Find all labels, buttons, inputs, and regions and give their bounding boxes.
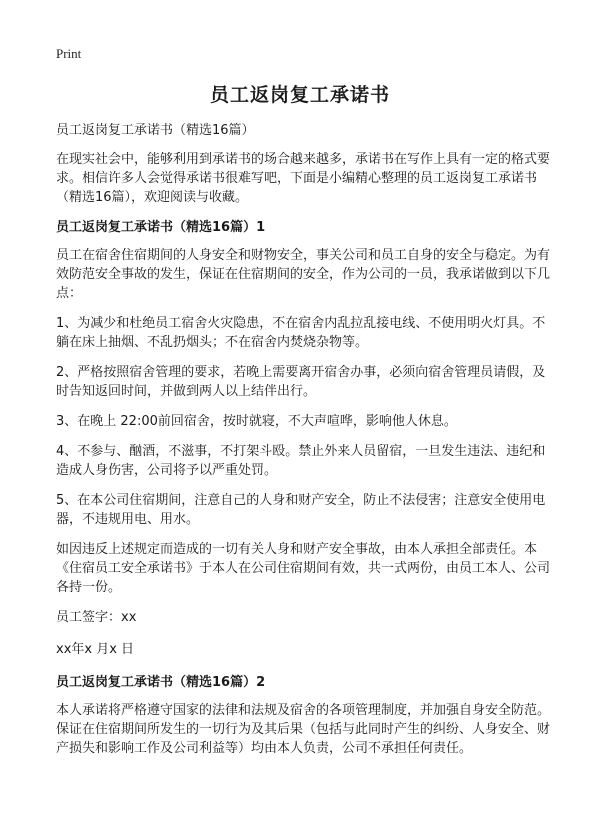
commitment-item: 3、在晚上 22:00前回宿舍，按时就寝，不大声喧哗，影响他人休息。 bbox=[56, 414, 457, 429]
employee-signature: 员工签字：xx bbox=[56, 610, 137, 625]
commitment-item: 5、在本公司住宿期间，注意自己的人身和财产安全，防止不法侵害；注意安全使用电器，不违规用电、用水。 bbox=[56, 493, 546, 527]
intro-paragraph: 在现实社会中，能够利用到承诺书的场合越来越多，承诺书在写作上具有一定的格式要求。相信许多人会觉得承诺书很难写吧，下面是小编精心整理的员工返岗复工承诺书（精选16篇），欢迎阅读与收藏。 bbox=[56, 152, 551, 205]
commitment-item: 2、严格按照宿舍管理的要求，若晚上需要离开宿舍办事，必须向宿舍管理员请假，及时告知返回时间，并做到两人以上结伴出行。 bbox=[56, 365, 546, 399]
document-body bbox=[56, 121, 556, 769]
signature-date: xx年x 月x 日 bbox=[56, 642, 135, 657]
section-2-heading: 员工返岗复工承诺书（精选16篇）2 bbox=[56, 675, 266, 690]
document-subtitle: 员工返岗复工承诺书（精选16篇） bbox=[56, 123, 255, 138]
commitment-item: 4、不参与、酗酒，不滋事，不打架斗殴。禁止外来人员留宿，一旦发生违法、违纪和造成人身伤害，公司将予以严重处罚。 bbox=[56, 444, 546, 478]
section-1-heading: 员工返岗复工承诺书（精选16篇）1 bbox=[56, 220, 266, 235]
section-1-opening: 员工在宿舍住宿期间的人身安全和财物安全，事关公司和员工自身的安全与稳定。为有效防范安全事故的发生，保证在住宿期间的安全，作为公司的一员，我承诺做到以下几点： bbox=[56, 248, 551, 301]
document-title: 员工返岗复工承诺书 bbox=[209, 84, 390, 106]
commitment-item: 1、为减少和杜绝员工宿舍火灾隐患，不在宿舍内乱拉乱接电线、不使用明火灯具。不躺在床上抽烟、不乱扔烟头；不在宿舍内焚烧杂物等。 bbox=[56, 316, 546, 350]
section-2-body: 本人承诺将严格遵守国家的法律和法规及宿舍的各项管理制度，并加强自身安全防范。保证在住宿期间所发生的一切行为及其后果（包括与此同时产生的纠纷、人身安全、财产损失和影响工作及公司利益等）均由本人负责，公司不承担任何责任。 bbox=[56, 703, 551, 756]
section-1-closing: 如因违反上述规定而造成的一切有关人身和财产安全事故，由本人承担全部责任。本《住宿员工安全承诺书》于本人在公司住宿期间有效，共一式两份，由员工本人、公司各持一份。 bbox=[56, 542, 551, 595]
print-link[interactable]: Print bbox=[56, 46, 82, 61]
